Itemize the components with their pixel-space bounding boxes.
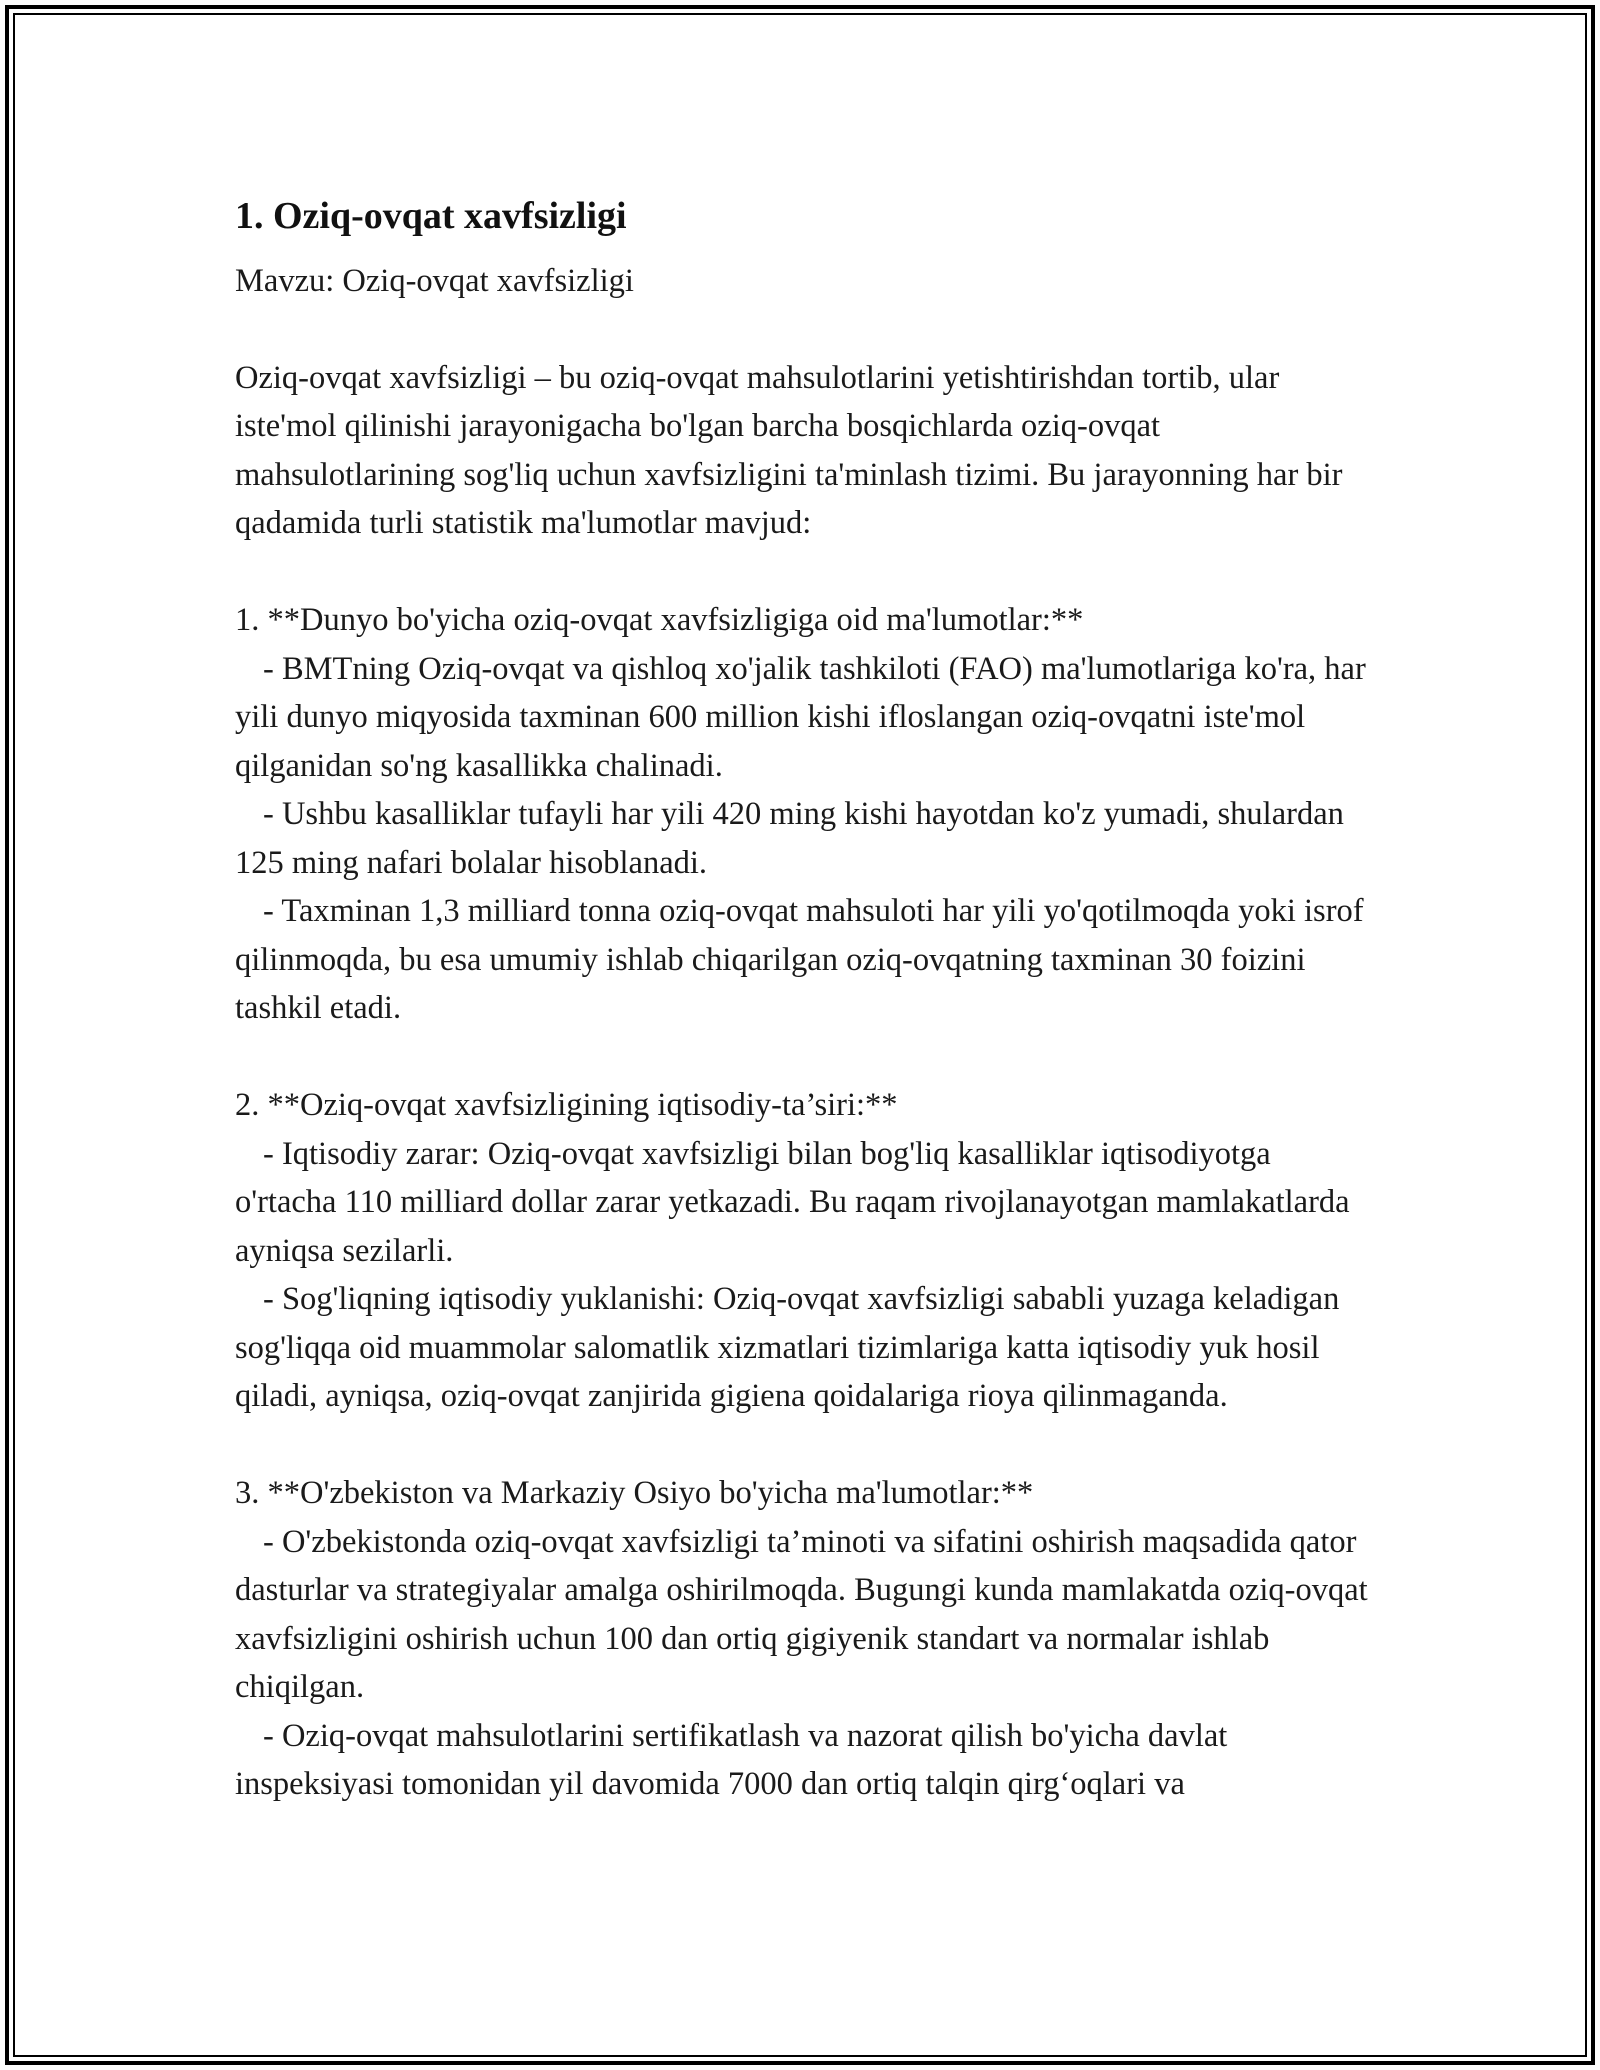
list-item: - Taxminan 1,3 milliard tonna oziq-ovqat mahsuloti har yili yo'qotilmoqda yoki isrof qilinmoqda, bu esa umumiy ishlab chiqarilgan oziq-ovqatning taxminan 30 foizini tashkil etadi. bbox=[235, 893, 1364, 1026]
list-item: - O'zbekistonda oziq-ovqat xavfsizligi ta’minoti va sifatini oshirish maqsadida qator dasturlar va strategiyalar amalga oshirilmoqda. Bugungi kunda mamlakatda oziq-ovqat xavfsizligini oshirish uchun 100 dan ortiq gigiyenik standart va normalar ishlab chiqilgan. bbox=[235, 1523, 1368, 1705]
section-heading: 3. **O'zbekiston va Markaziy Osiyo bo'yicha ma'lumotlar:** bbox=[235, 1475, 1034, 1511]
section-list bbox=[235, 548, 1375, 1809]
list-item: - Ushbu kasalliklar tufayli har yili 420 ming kishi hayotdan ko'z yumadi, shulardan 125 ming nafari bolalar hisoblanadi. bbox=[235, 796, 1344, 881]
section-economic-impact bbox=[235, 1081, 1375, 1421]
section-heading: 1. **Dunyo bo'yicha oziq-ovqat xavfsizligiga oid ma'lumotlar:** bbox=[235, 602, 1084, 638]
section-heading: 2. **Oziq-ovqat xavfsizligining iqtisodiy-ta’siri:** bbox=[235, 1087, 898, 1123]
intro-paragraph: Oziq-ovqat xavfsizligi – bu oziq-ovqat mahsulotlarini yetishtirishdan tortib, ular iste'mol qilinishi jarayonigacha bo'lgan barcha bosqichlarda oziq-ovqat mahsulotlarining sog'liq uchun xavfsizligini ta'minlash tizimi. Bu jarayonning har bir qadamida turli statistik ma'lumotlar mavjud: bbox=[235, 359, 1343, 541]
section-uzbekistan-central-asia bbox=[235, 1469, 1375, 1809]
list-item: - BMTning Oziq-ovqat va qishloq xo'jalik tashkiloti (FAO) ma'lumotlariga ko'ra, har yili dunyo miqyosida taxminan 600 million kishi ifloslangan oziq-ovqatni iste'mol qilganidan so'ng kasallikka chalinadi. bbox=[235, 650, 1366, 784]
section-world-statistics bbox=[235, 596, 1375, 1033]
paragraph-gap bbox=[235, 548, 1375, 597]
paragraph-gap bbox=[235, 1421, 1375, 1470]
paragraph-gap bbox=[235, 1033, 1375, 1082]
document-subject: Mavzu: Oziq-ovqat xavfsizligi bbox=[235, 263, 634, 299]
document-body bbox=[235, 186, 1375, 1809]
list-item: - Iqtisodiy zarar: Oziq-ovqat xavfsizligi bilan bog'liq kasalliklar iqtisodiyotga o'rtacha 110 milliard dollar zarar yetkazadi. Bu raqam rivojlanayotgan mamlakatlarda ayniqsa sezilarli. bbox=[235, 1135, 1350, 1269]
list-item: - Oziq-ovqat mahsulotlarini sertifikatlash va nazorat qilish bo'yicha davlat inspeksiyasi tomonidan yil davomida 7000 dan ortiq talqin qirg‘oqlari va bbox=[235, 1717, 1228, 1802]
document-title: 1. Oziq-ovqat xavfsizligi bbox=[235, 195, 627, 237]
list-item: - Sog'liqning iqtisodiy yuklanishi: Oziq-ovqat xavfsizligi sababli yuzaga keladigan sog'liqqa oid muammolar salomatlik xizmatlari tizimlariga katta iqtisodiy yuk hosil qiladi, ayniqsa, oziq-ovqat zanjirida gigiena qoidalariga rioya qilinmaganda. bbox=[235, 1281, 1340, 1414]
